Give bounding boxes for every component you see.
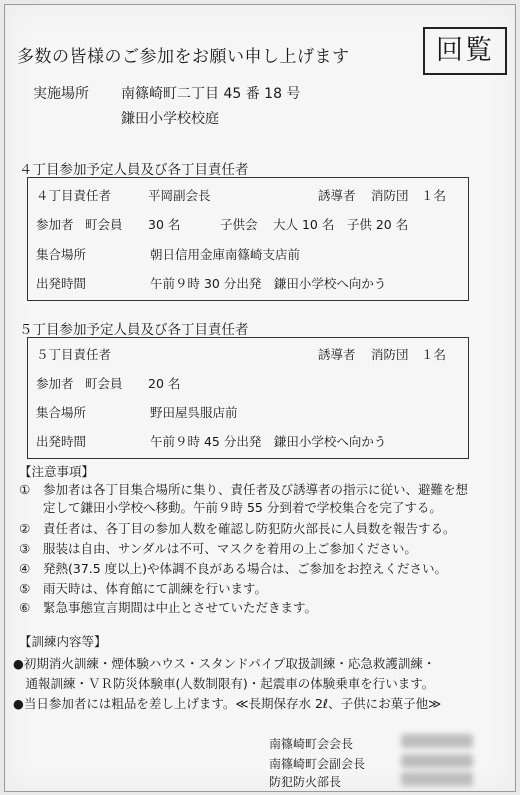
page-title: 多数の皆様のご参加をお願い申し上げます <box>17 47 350 67</box>
members-count: 20 名 <box>148 376 181 391</box>
location-address: 南篠崎町二丁目 45 番 18 号 <box>121 86 301 102</box>
responsible-label: ４丁目責任者 <box>36 188 112 203</box>
note-number: ⑤ <box>19 581 31 596</box>
participants-label: 参加者 <box>36 376 74 391</box>
members-label: 町会員 <box>85 217 123 232</box>
signature-role: 南篠崎町会会長 <box>269 737 354 751</box>
section-5-box <box>27 337 469 459</box>
departure-time: 午前９時 45 分出発 鎌田小学校へ向かう <box>150 434 387 449</box>
section-4-box <box>27 177 469 301</box>
guide-value: 消防団 １名 <box>371 347 447 362</box>
note-number: ② <box>19 521 31 536</box>
redacted-name <box>401 734 473 748</box>
children-label: 子供会 <box>220 217 258 232</box>
departure-time: 午前９時 30 分出発 鎌田小学校へ向かう <box>150 276 387 291</box>
meeting-label: 集合場所 <box>36 405 87 420</box>
note-text: 責任者は、各丁目の参加人数を確認し防犯防火部長に人員数を報告する。 <box>43 521 456 536</box>
signature-role: 防犯防火部長 <box>269 775 342 789</box>
note-text: 発熱(37.5 度以上)や体調不良がある場合は、ご参加をお控えください。 <box>43 561 448 576</box>
note-text: 服装は自由、サンダルは不可、マスクを着用の上ご参加ください。 <box>43 541 417 556</box>
meeting-place: 朝日信用金庫南篠崎支店前 <box>150 247 301 262</box>
members-label: 町会員 <box>85 376 123 391</box>
redacted-name <box>401 772 473 786</box>
training-line: ●当日参加者には粗品を差し上げます。≪長期保存水 2ℓ、子供にお菓子他≫ <box>13 696 442 711</box>
note-number: ⑥ <box>19 600 31 615</box>
note-text: 緊急事態宣言期間は中止とさせていただきます。 <box>43 600 318 615</box>
training-line: 通報訓練・ＶＲ防災体験車(人数制限有)・起震車の体験乗車を行います。 <box>13 676 435 691</box>
section-5-heading: ５丁目参加予定人員及び各丁目責任者 <box>19 322 249 338</box>
redacted-name <box>401 754 473 768</box>
note-number: ③ <box>19 541 31 556</box>
departure-label: 出発時間 <box>36 276 87 291</box>
notes-heading: 【注意事項】 <box>19 464 95 479</box>
note-text: 参加者は各丁目集合場所に集り、責任者及び誘導者の指示に従い、避難を想 <box>43 482 469 497</box>
guide-label: 誘導者 <box>318 347 356 362</box>
note-number: ④ <box>19 561 31 576</box>
note-text: 定して鎌田小学校へ移動。午前９時 55 分到着で学校集合を完了する。 <box>43 500 442 515</box>
location-place: 鎌田小学校校庭 <box>121 111 219 127</box>
responsible-name: 平岡副会長 <box>148 188 211 203</box>
guide-value: 消防団 １名 <box>371 188 447 203</box>
responsible-label: ５丁目責任者 <box>36 347 112 362</box>
meeting-place: 野田屋呉服店前 <box>150 405 238 420</box>
members-count: 30 名 <box>148 217 181 232</box>
section-4-heading: ４丁目参加予定人員及び各丁目責任者 <box>19 162 249 178</box>
signature-role: 南篠崎町会副会長 <box>269 757 366 771</box>
note-text: 雨天時は、体育館にて訓練を行います。 <box>43 581 268 596</box>
location-label: 実施場所 <box>33 86 89 102</box>
training-heading: 【訓練内容等】 <box>19 634 107 649</box>
note-item-1 <box>19 481 30 499</box>
kairan-stamp: 回覧 <box>423 27 507 75</box>
guide-label: 誘導者 <box>318 188 356 203</box>
meeting-label: 集合場所 <box>36 247 87 262</box>
circular-notice-sheet <box>4 4 516 792</box>
children-value: 大人 10 名 子供 20 名 <box>273 217 409 232</box>
departure-label: 出発時間 <box>36 434 87 449</box>
note-number: ① <box>19 482 31 497</box>
participants-label: 参加者 <box>36 217 74 232</box>
training-line: ●初期消火訓練・煙体験ハウス・スタンドパイプ取扱訓練・応急救護訓練・ <box>13 656 436 671</box>
